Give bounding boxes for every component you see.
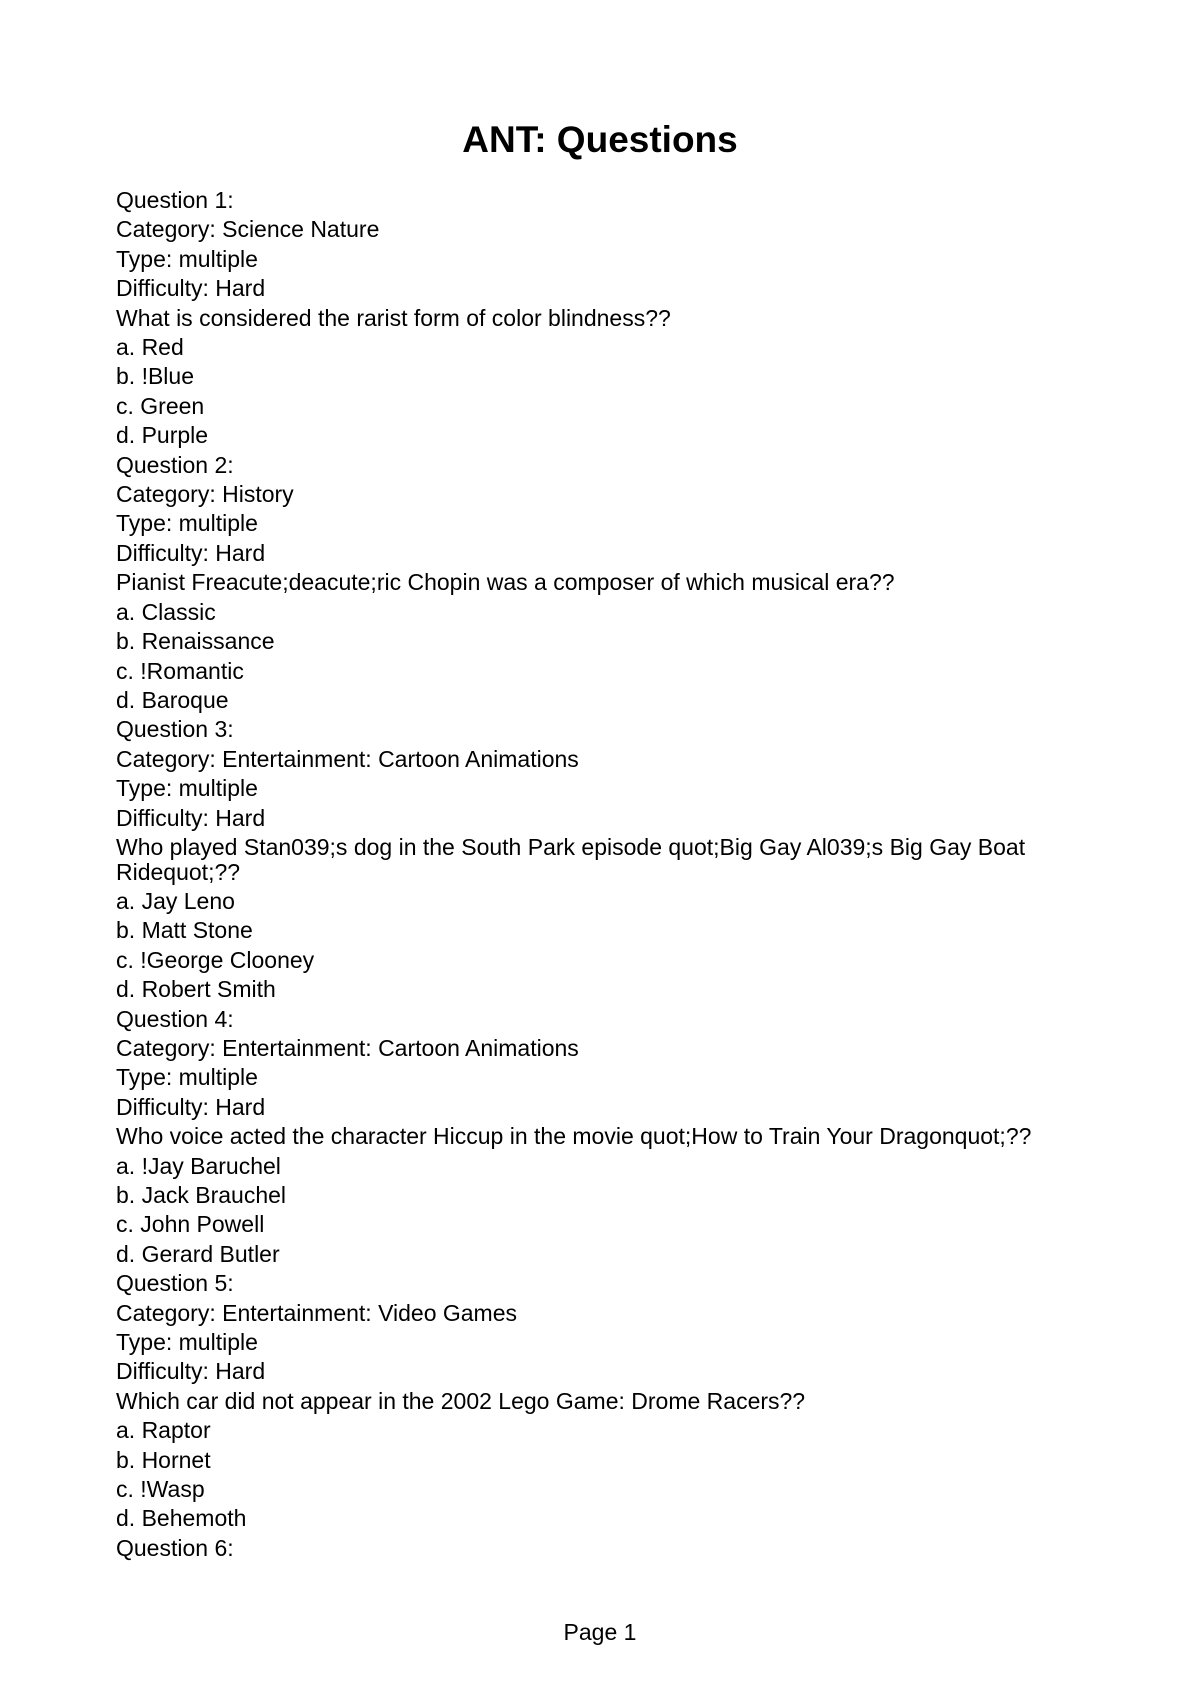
- question-header: Question 2:: [116, 451, 234, 478]
- question-type: Type: multiple: [116, 1329, 258, 1356]
- question-header: Question 3:: [116, 716, 234, 743]
- answer-option-d: d. Baroque: [116, 686, 229, 713]
- question-block-1: [116, 186, 1091, 451]
- question-difficulty: Difficulty: Hard: [116, 1358, 266, 1385]
- question-block-5: [116, 1269, 1091, 1534]
- question-header: Question 6:: [116, 1534, 234, 1561]
- question-text: Pianist Freacute;deacute;ric Chopin was a composer of which musical era??: [116, 569, 895, 596]
- page-title: ANT: Questions: [462, 119, 738, 160]
- answer-option-b: b. Jack Brauchel: [116, 1182, 287, 1208]
- answer-option-d: d. Robert Smith: [116, 976, 276, 1003]
- answer-option-c: c. !George Clooney: [116, 946, 315, 973]
- question-block-4: [116, 1005, 1091, 1270]
- question-type: Type: multiple: [116, 775, 258, 802]
- question-list: [116, 186, 1091, 1563]
- question-header: Question 4:: [116, 1005, 234, 1032]
- answer-option-b: b. Hornet: [116, 1446, 211, 1473]
- answer-option-d: d. Gerard Butler: [116, 1240, 280, 1267]
- question-category: Category: History: [116, 481, 294, 508]
- answer-option-a: a. Classic: [116, 598, 216, 625]
- answer-option-c: c. !Wasp: [116, 1476, 205, 1503]
- question-block-6: [116, 1534, 1091, 1563]
- page-number: Page 1: [563, 1619, 637, 1645]
- question-text: Who played Stan039;s dog in the South Park episode quot;Big Gay Al039;s Big Gay Boat Ridequot;??: [116, 833, 1026, 885]
- question-category: Category: Science Nature: [116, 216, 380, 243]
- question-difficulty: Difficulty: Hard: [116, 275, 266, 302]
- question-difficulty: Difficulty: Hard: [116, 1093, 266, 1120]
- answer-option-a: a. Jay Leno: [116, 887, 235, 914]
- question-category: Category: Entertainment: Cartoon Animations: [116, 745, 579, 772]
- question-type: Type: multiple: [116, 510, 258, 537]
- answer-option-c: c. !Romantic: [116, 657, 244, 684]
- question-type: Type: multiple: [116, 245, 258, 272]
- answer-option-d: d. Purple: [116, 422, 209, 449]
- answer-option-a: a. !Jay Baruchel: [116, 1152, 281, 1179]
- answer-option-b: b. !Blue: [116, 363, 194, 390]
- question-text: Which car did not appear in the 2002 Lego Game: Drome Racers??: [116, 1387, 806, 1414]
- question-type: Type: multiple: [116, 1064, 258, 1091]
- question-category: Category: Entertainment: Video Games: [116, 1299, 518, 1326]
- answer-option-b: b. Renaissance: [116, 628, 275, 655]
- question-text: Who voice acted the character Hiccup in the movie quot;How to Train Your Dragonquot;??: [116, 1123, 1032, 1150]
- question-difficulty: Difficulty: Hard: [116, 804, 266, 831]
- question-difficulty: Difficulty: Hard: [116, 539, 266, 566]
- answer-option-b: b. Matt Stone: [116, 917, 253, 944]
- answer-option-c: c. John Powell: [116, 1211, 265, 1238]
- answer-option-c: c. Green: [116, 392, 205, 419]
- question-block-2: [116, 451, 1091, 716]
- answer-option-a: a. Raptor: [116, 1417, 211, 1444]
- question-header: Question 5:: [116, 1270, 234, 1297]
- answer-option-d: d. Behemoth: [116, 1505, 247, 1532]
- question-text: What is considered the rarist form of color blindness??: [116, 304, 671, 331]
- question-block-3: [116, 715, 1091, 1004]
- answer-option-a: a. Red: [116, 334, 184, 361]
- question-category: Category: Entertainment: Cartoon Animations: [116, 1034, 579, 1061]
- question-header: Question 1:: [116, 187, 234, 213]
